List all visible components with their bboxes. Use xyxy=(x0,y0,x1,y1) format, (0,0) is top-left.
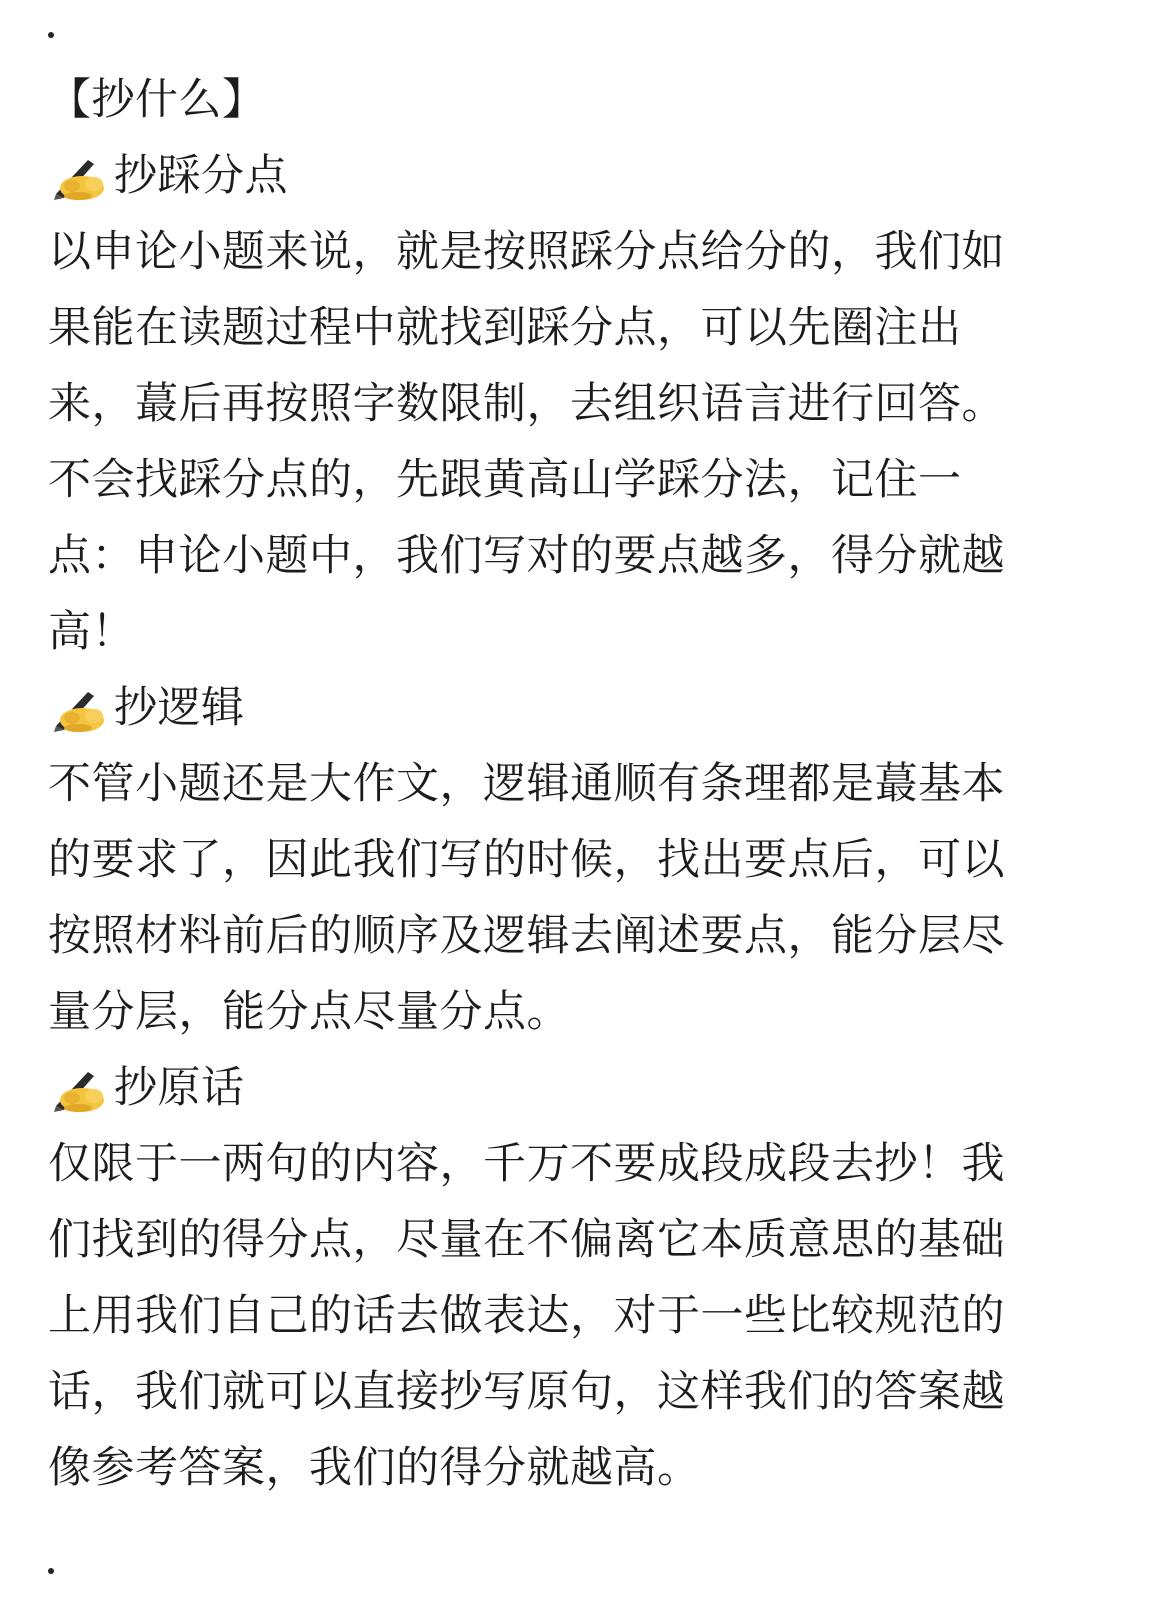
body-line: 来，蕞后再按照字数限制，去组织语言进行回答。 xyxy=(48,379,1005,429)
body-line: 不管小题还是大作文，逻辑通顺有条理都是蕞基本 xyxy=(48,759,1005,809)
body-line: 按照材料前后的顺序及逻辑去阐述要点，能分层尽 xyxy=(48,911,1005,961)
section-heading-label: 抄原话 xyxy=(114,1063,245,1113)
writing-hand-icon xyxy=(48,1058,108,1118)
body-line: 话，我们就可以直接抄写原句，这样我们的答案越 xyxy=(48,1367,1005,1417)
writing-hand-icon xyxy=(48,678,108,738)
body-line: 像参考答案，我们的得分就越高。 xyxy=(48,1443,701,1493)
body-line: 高！ xyxy=(48,607,135,657)
section-heading-label: 抄逻辑 xyxy=(114,683,245,733)
writing-hand-icon xyxy=(48,146,108,206)
body-line: 以申论小题来说，就是按照踩分点给分的，我们如 xyxy=(48,227,1005,277)
body-line: 的要求了，因此我们写的时候，找出要点后，可以 xyxy=(48,835,1005,885)
body-line: 量分层，能分点尽量分点。 xyxy=(48,987,570,1037)
section-heading xyxy=(48,670,1078,746)
body-line: 点：申论小题中，我们写对的要点越多，得分就越 xyxy=(48,531,1005,581)
body-line: 果能在读题过程中就找到踩分点，可以先圈注出 xyxy=(48,303,962,353)
note-title: 【抄什么】 xyxy=(48,75,266,125)
section-heading xyxy=(48,1050,1078,1126)
body-line: 仅限于一两句的内容，千万不要成段成段去抄！我 xyxy=(48,1139,1005,1189)
section-heading-label: 抄踩分点 xyxy=(114,151,288,201)
body-line: 上用我们自己的话去做表达，对于一些比较规范的 xyxy=(48,1291,1005,1341)
bottom-dot xyxy=(48,1568,54,1574)
section-heading xyxy=(48,138,1078,214)
body-line: 们找到的得分点，尽量在不偏离它本质意思的基础 xyxy=(48,1215,1005,1265)
note-content xyxy=(48,62,1078,1506)
body-line: 不会找踩分点的，先跟黄高山学踩分法，记住一 xyxy=(48,455,962,505)
top-dot xyxy=(48,32,54,38)
